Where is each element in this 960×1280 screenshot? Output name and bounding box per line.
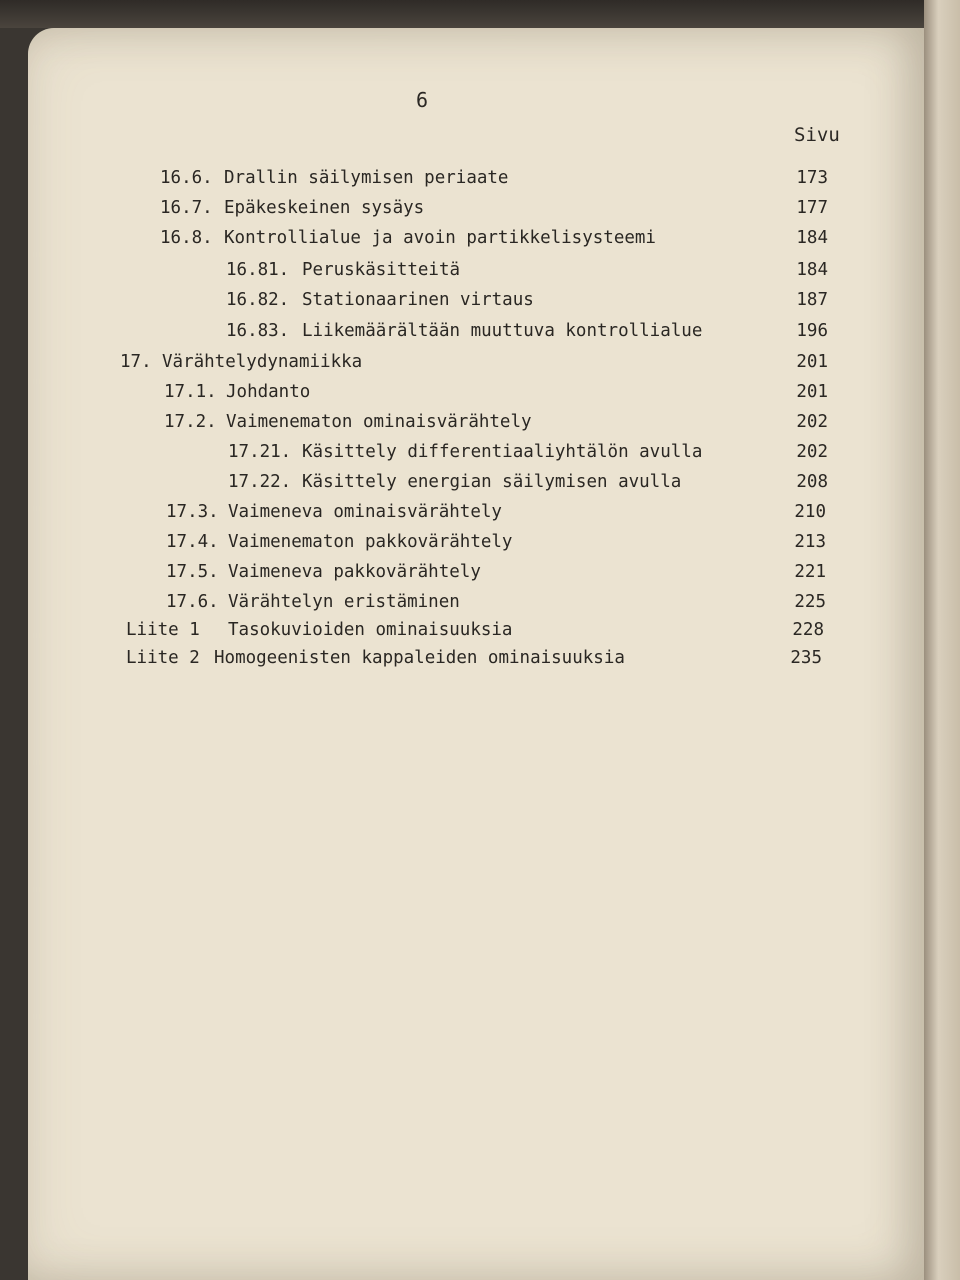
toc-entry: [28, 382, 924, 410]
toc-entry: [28, 228, 924, 256]
toc-entry-title: Käsittely differentiaaliyhtälön avulla: [302, 442, 703, 462]
toc-entry-title: Liikemäärältään muuttuva kontrollialue: [302, 321, 703, 341]
toc-entry-page: 202: [796, 442, 828, 462]
toc-entry-number: 16.82.: [226, 290, 290, 310]
toc-entry-number: 17.2.: [164, 412, 217, 432]
toc-entry: [28, 198, 924, 226]
document-page: [28, 28, 924, 1280]
toc-entry-page: 221: [794, 562, 826, 582]
toc-entry: [28, 592, 924, 620]
toc-entry-number: Liite 2: [126, 648, 200, 668]
toc-entry-number: 17.5.: [166, 562, 219, 582]
toc-entry-number: 16.6.: [160, 168, 213, 188]
toc-entry-title: Tasokuvioiden ominaisuuksia: [228, 620, 513, 640]
toc-entry-title: Vaimenematon ominaisvärähtely: [226, 412, 532, 432]
toc-entry-number: Liite 1: [126, 620, 200, 640]
toc-entry-number: 16.81.: [226, 260, 290, 280]
toc-entry: [28, 442, 924, 470]
toc-entry-number: 17.21.: [228, 442, 292, 462]
toc-entry-title: Homogeenisten kappaleiden ominaisuuksia: [214, 648, 625, 668]
toc-entry: [28, 648, 924, 676]
toc-entry-number: 16.8.: [160, 228, 213, 248]
toc-entry-page: 213: [794, 532, 826, 552]
toc-entry-number: 17.3.: [166, 502, 219, 522]
page-column-header: Sivu: [794, 124, 840, 146]
toc-entry: [28, 168, 924, 196]
toc-entry-title: Drallin säilymisen periaate: [224, 168, 509, 188]
toc-entry-page: 173: [796, 168, 828, 188]
toc-entry-page: 202: [796, 412, 828, 432]
toc-entry-title: Epäkeskeinen sysäys: [224, 198, 425, 218]
toc-entry-title: Värähtelyn eristäminen: [228, 592, 460, 612]
toc-entry: [28, 321, 924, 349]
background-top: [0, 0, 960, 28]
toc-entry: [28, 412, 924, 440]
toc-entry-page: 201: [796, 382, 828, 402]
toc-entry-page: 184: [796, 228, 828, 248]
toc-entry-title: Vaimenematon pakkovärähtely: [228, 532, 513, 552]
toc-entry: [28, 562, 924, 590]
toc-entry-page: 187: [796, 290, 828, 310]
toc-entry-title: Vaimeneva ominaisvärähtely: [228, 502, 502, 522]
toc-entry-page: 196: [796, 321, 828, 341]
toc-entry-page: 225: [794, 592, 826, 612]
toc-entry-page: 208: [796, 472, 828, 492]
next-page-edge: [924, 0, 960, 1280]
toc-entry-title: Johdanto: [226, 382, 311, 402]
toc-entry: [28, 472, 924, 500]
toc-entry: [28, 290, 924, 318]
toc-entry: [28, 260, 924, 288]
toc-entry-page: 228: [792, 620, 824, 640]
toc-entry: [28, 502, 924, 530]
toc-entry-page: 184: [796, 260, 828, 280]
toc-entry-number: 16.7.: [160, 198, 213, 218]
page-number: 6: [416, 88, 429, 112]
toc-entry-title: Vaimeneva pakkovärähtely: [228, 562, 481, 582]
toc-entry-number: 17.4.: [166, 532, 219, 552]
toc-entry-title: Stationaarinen virtaus: [302, 290, 534, 310]
toc-entry: [28, 620, 924, 648]
toc-entry: [28, 352, 924, 380]
toc-entry-title: Peruskäsitteitä: [302, 260, 461, 280]
toc-entry-number: 17.6.: [166, 592, 219, 612]
toc-entry-number: 17.: [120, 352, 152, 372]
toc-entry: [28, 532, 924, 560]
toc-entry-page: 177: [796, 198, 828, 218]
toc-entry-title: Kontrollialue ja avoin partikkelisysteemi: [224, 228, 656, 248]
toc-entry-page: 210: [794, 502, 826, 522]
toc-entry-number: 16.83.: [226, 321, 290, 341]
toc-entry-number: 17.1.: [164, 382, 217, 402]
toc-entry-title: Käsittely energian säilymisen avulla: [302, 472, 682, 492]
toc-entry-page: 201: [796, 352, 828, 372]
toc-entry-number: 17.22.: [228, 472, 292, 492]
toc-entry-title: Värähtelydynamiikka: [162, 352, 363, 372]
toc-entry-page: 235: [790, 648, 822, 668]
